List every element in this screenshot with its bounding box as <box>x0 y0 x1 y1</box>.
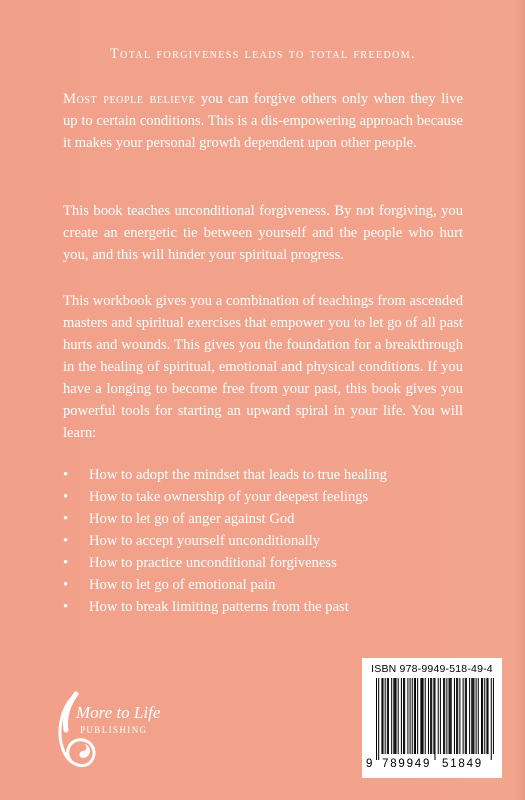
barcode-bar <box>443 678 444 754</box>
barcode-bar <box>391 678 392 754</box>
barcode-bar <box>428 678 429 754</box>
barcode-bar <box>398 678 399 754</box>
barcode-bar <box>417 678 418 754</box>
list-item: • How to let go of emotional pain <box>63 574 483 596</box>
list-item: • How to practice unconditional forgiveness <box>63 552 483 574</box>
barcode-bar <box>440 678 441 754</box>
bullet-icon: • <box>63 599 69 615</box>
publisher-subtitle: PUBLISHING <box>80 725 148 735</box>
bullet-icon: • <box>63 467 69 483</box>
bullet-icon: • <box>63 511 69 527</box>
paragraph-intro <box>63 88 463 154</box>
barcode-right-digits: 51849 <box>442 758 483 770</box>
barcode-bar <box>471 678 472 754</box>
learning-list <box>63 464 483 618</box>
barcode-bar <box>450 678 451 754</box>
barcode-bar <box>414 678 415 754</box>
barcode-bar <box>473 678 474 754</box>
list-item: • How to let go of anger against God <box>63 508 483 530</box>
barcode-bar <box>410 678 411 754</box>
barcode-bar <box>457 678 458 754</box>
barcode-bar <box>430 678 431 754</box>
barcode-bar <box>444 678 445 754</box>
barcode-bar <box>466 678 467 754</box>
barcode-icon <box>376 678 494 760</box>
list-item: • How to accept yourself unconditionally <box>63 530 483 552</box>
barcode-bar <box>412 678 413 754</box>
barcode-bar <box>394 678 395 754</box>
isbn-number: ISBN 978-9949-518-49-4 <box>371 663 493 675</box>
paragraph-workbook-text: This workbook gives you a combination of teachings from ascended masters and spiritual exercises that empower you to let go of all past hurts and wounds. This gives you the foundation for a breakthrough in the healing of spiritual, emotional and physical conditions. If you have a longing to become free from your past, this book gives you powerful tools for starting an upward spiral in your life. You will learn: <box>63 293 463 441</box>
barcode-bar <box>478 678 479 754</box>
barcode-bar <box>393 678 394 754</box>
barcode-bar <box>388 678 389 754</box>
barcode-bar <box>407 678 408 754</box>
list-item: • How to take ownership of your deepest feelings <box>63 486 483 508</box>
barcode-left-digits: 789949 <box>382 758 432 770</box>
barcode-bar <box>376 678 377 760</box>
paragraph-lead-in: Most people believe <box>63 91 196 107</box>
list-item: • How to break limiting patterns from the past <box>63 596 483 618</box>
paragraph-workbook <box>63 290 463 444</box>
barcode-bar <box>456 678 457 754</box>
barcode-bar <box>378 678 379 760</box>
barcode-bar <box>486 678 487 754</box>
barcode-bar <box>469 678 470 754</box>
barcode-bar <box>472 678 473 754</box>
bullet-icon: • <box>63 533 69 549</box>
barcode-bar <box>423 678 424 754</box>
barcode-bar <box>403 678 404 754</box>
barcode-bar <box>465 678 466 754</box>
barcode-bar <box>420 678 421 754</box>
paragraph-unconditional <box>63 200 463 266</box>
spine-shadow <box>515 0 525 800</box>
barcode-bar <box>401 678 402 754</box>
bullet-icon: • <box>63 555 69 571</box>
isbn-barcode <box>362 658 502 778</box>
paragraph-intro-text: you can forgive others only when they live up to certain conditions. This is a dis-empowering approach because it makes your personal growth dependent upon other people. <box>63 91 463 151</box>
barcode-bar <box>476 678 477 754</box>
bullet-icon: • <box>63 577 69 593</box>
barcode-bar <box>484 678 485 754</box>
barcode-bar <box>433 678 434 754</box>
barcode-bar <box>415 678 416 754</box>
barcode-bar <box>459 678 460 754</box>
publisher-name: More to Life <box>76 703 161 722</box>
list-item: • How to adopt the mindset that leads to true healing <box>63 464 483 486</box>
barcode-bar <box>491 678 492 760</box>
barcode-first-digit: 9 <box>366 758 375 770</box>
barcode-bar <box>481 678 482 754</box>
barcode-bar <box>381 678 382 754</box>
paragraph-unconditional-text: This book teaches unconditional forgiveness. By not forgiving, you create an energetic tie between yourself and the people who hurt you, and this will hinder your spiritual progress. <box>63 203 463 263</box>
barcode-bar <box>425 678 426 754</box>
barcode-bar <box>482 678 483 754</box>
barcode-bar <box>438 678 439 754</box>
barcode-bar <box>454 678 455 754</box>
barcode-bar <box>446 678 447 754</box>
barcode-bar <box>434 678 435 760</box>
barcode-bar <box>449 678 450 754</box>
barcode-bar <box>488 678 489 754</box>
barcode-bar <box>387 678 388 754</box>
barcode-bar <box>385 678 386 754</box>
barcode-bar <box>451 678 452 754</box>
barcode-bar <box>431 678 432 754</box>
barcode-bar <box>382 678 383 754</box>
tagline: Total forgiveness leads to total freedom. <box>110 46 416 62</box>
barcode-bar <box>395 678 396 754</box>
bullet-icon: • <box>63 489 69 505</box>
barcode-bar <box>463 678 464 754</box>
barcode-bar <box>421 678 422 754</box>
barcode-bar <box>493 678 494 754</box>
barcode-bar <box>404 678 405 754</box>
